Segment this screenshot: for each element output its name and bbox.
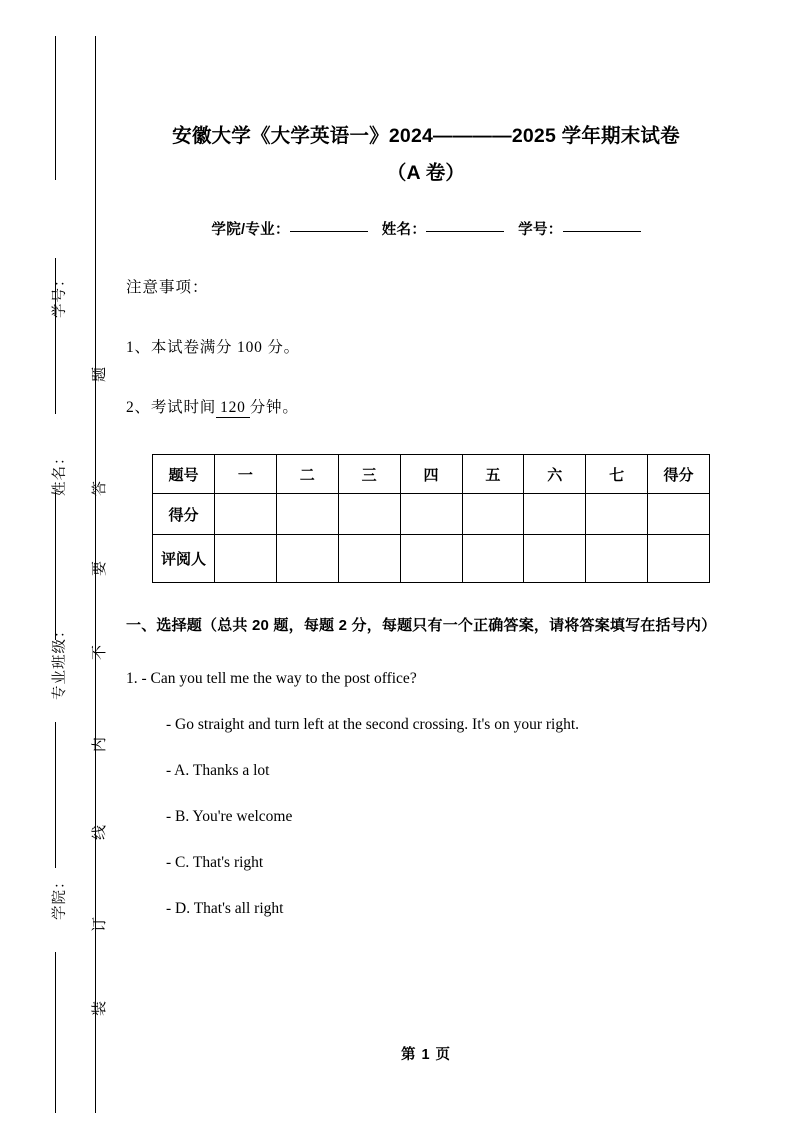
score-table-cell[interactable] bbox=[276, 535, 338, 583]
info-blank-student-id[interactable] bbox=[563, 231, 641, 232]
table-row bbox=[153, 455, 710, 494]
info-blank-name[interactable] bbox=[426, 231, 504, 232]
score-table-cell[interactable] bbox=[524, 494, 586, 535]
page-title-line2: （A 卷） bbox=[386, 162, 466, 184]
question-1-option-c[interactable]: - C. That's right bbox=[166, 854, 264, 871]
score-table-cell[interactable] bbox=[338, 494, 400, 535]
notice-item-2-prefix: 2、考试时间 bbox=[126, 399, 217, 416]
question-1-sub: - Go straight and turn left at the second crossing. It's on your right. bbox=[166, 716, 580, 733]
exam-duration-value: 120 bbox=[216, 399, 250, 418]
score-table-cell[interactable] bbox=[215, 494, 277, 535]
seal-inner-char-ding: 订 bbox=[92, 915, 108, 932]
notice-item-2 bbox=[126, 357, 726, 418]
page-footer bbox=[126, 1043, 726, 1064]
section-heading-1: 一、选择题（总共 20 题，每题 2 分，每题只有一个正确答案，请将答案填写在括号内） bbox=[126, 617, 717, 634]
score-table-cell[interactable] bbox=[586, 535, 648, 583]
score-table bbox=[152, 454, 710, 583]
seal-outer-line-segment-4 bbox=[55, 722, 56, 868]
info-label-name: 姓名： bbox=[381, 222, 427, 238]
student-info-line bbox=[126, 192, 726, 239]
question-1-option-a[interactable]: - A. Thanks a lot bbox=[166, 762, 270, 779]
score-table-cell[interactable] bbox=[462, 494, 524, 535]
exam-paper-content bbox=[126, 0, 726, 918]
seal-label-name: 姓名： bbox=[52, 449, 68, 496]
score-table-cell[interactable] bbox=[276, 494, 338, 535]
seal-label-department: 学院： bbox=[52, 873, 68, 920]
seal-outer-line-segment-5 bbox=[55, 952, 56, 1113]
table-row bbox=[153, 494, 710, 535]
info-blank-department[interactable] bbox=[290, 231, 368, 232]
score-table-cell: 得分 bbox=[648, 455, 710, 494]
score-table-cell: 三 bbox=[338, 455, 400, 494]
page-number-label: 第 1 页 bbox=[400, 1047, 452, 1063]
notice-item-2-suffix: 分钟。 bbox=[249, 399, 299, 416]
score-table-cell: 六 bbox=[524, 455, 586, 494]
score-table-cell[interactable] bbox=[648, 535, 710, 583]
score-table-row-header: 题号 bbox=[153, 455, 215, 494]
score-table-cell: 五 bbox=[462, 455, 524, 494]
question-1-option-d[interactable]: - D. That's all right bbox=[166, 900, 284, 917]
seal-binding-margin bbox=[0, 0, 110, 1122]
question-1-stem: 1. - Can you tell me the way to the post office? bbox=[126, 670, 417, 687]
seal-inner-char-xian: 线 bbox=[92, 823, 108, 840]
info-label-department: 学院/专业： bbox=[211, 222, 290, 238]
score-table-cell[interactable] bbox=[648, 494, 710, 535]
question-1-option-b[interactable]: - B. You're welcome bbox=[166, 808, 293, 825]
score-table-cell[interactable] bbox=[586, 494, 648, 535]
seal-outer-line-segment-3 bbox=[55, 492, 56, 640]
seal-inner-char-yao: 要 bbox=[92, 559, 108, 576]
seal-label-class: 专业班级： bbox=[52, 622, 68, 700]
score-table-cell[interactable] bbox=[400, 535, 462, 583]
seal-inner-char-bu: 不 bbox=[92, 643, 108, 660]
seal-label-student-id: 学号： bbox=[52, 271, 68, 318]
seal-outer-line-segment-1 bbox=[55, 36, 56, 180]
page-title-line1: 安徽大学《大学英语一》2024————2025 学年期末试卷 bbox=[172, 125, 680, 147]
seal-inner-char-da: 答 bbox=[92, 479, 108, 496]
info-label-student-id: 学号： bbox=[518, 222, 563, 238]
seal-inner-char-nei: 内 bbox=[92, 735, 108, 752]
notice-item-1: 1、本试卷满分 100 分。 bbox=[126, 339, 300, 356]
score-table-row-header: 评阅人 bbox=[153, 535, 215, 583]
score-table-cell: 四 bbox=[400, 455, 462, 494]
table-row bbox=[153, 535, 710, 583]
seal-inner-char-ti: 题 bbox=[92, 365, 108, 382]
score-table-cell: 二 bbox=[276, 455, 338, 494]
score-table-cell[interactable] bbox=[338, 535, 400, 583]
score-table-row-header: 得分 bbox=[153, 494, 215, 535]
score-table-cell[interactable] bbox=[524, 535, 586, 583]
page-title bbox=[126, 0, 726, 192]
score-table-cell: 一 bbox=[215, 455, 277, 494]
score-table-cell: 七 bbox=[586, 455, 648, 494]
score-table-cell[interactable] bbox=[462, 535, 524, 583]
score-table-cell[interactable] bbox=[400, 494, 462, 535]
notices-heading: 注意事项： bbox=[126, 279, 209, 296]
score-table-cell[interactable] bbox=[215, 535, 277, 583]
seal-inner-char-zhuang: 装 bbox=[92, 999, 108, 1016]
